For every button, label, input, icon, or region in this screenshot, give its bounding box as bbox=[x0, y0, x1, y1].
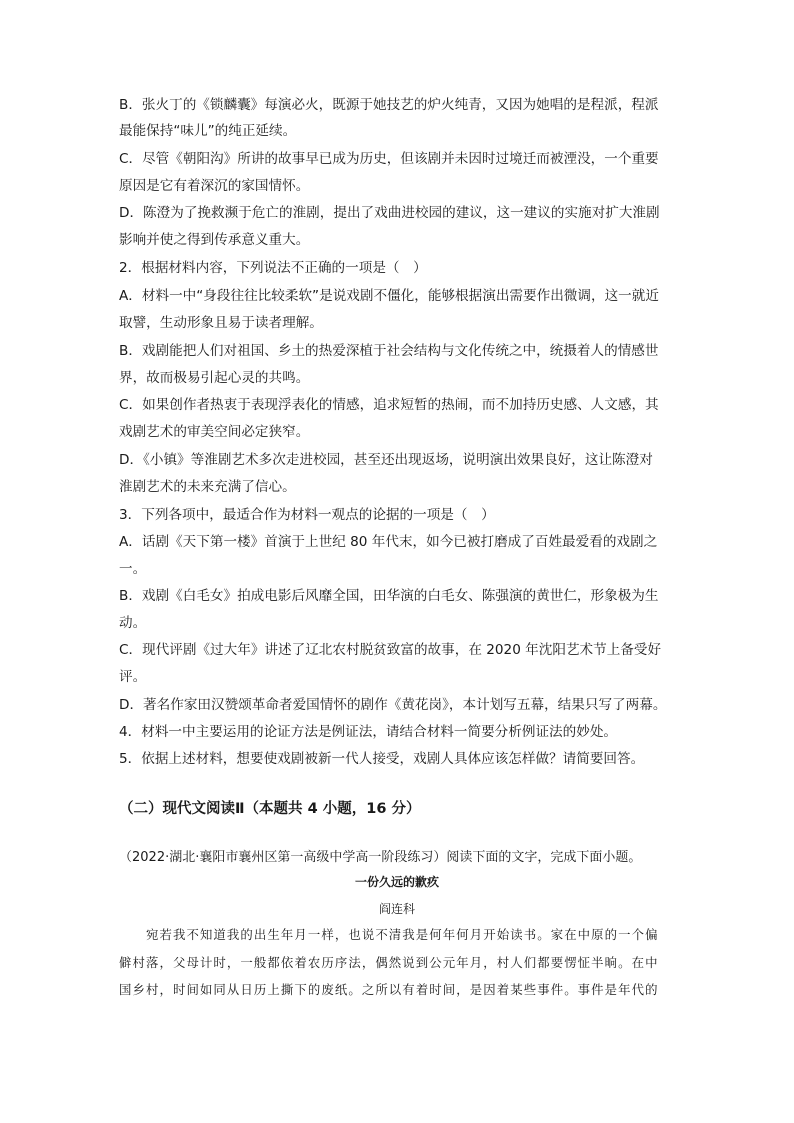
q2-option-b-line1: B．戏剧能把人们对祖国、乡土的热爱深植于社会结构与文化传统之中，统摄着人的情感世 bbox=[119, 343, 659, 359]
q2-stem: 2．根据材料内容，下列说法不正确的一项是（ ） bbox=[119, 260, 427, 276]
q1-option-d-line2: 影响并使之得到传承意义重大。 bbox=[119, 232, 310, 248]
q2-option-b-line2: 界，故而极易引起心灵的共鸣。 bbox=[119, 370, 310, 386]
q4-stem: 4．材料一中主要运用的论证方法是例证法，请结合材料一简要分析例证法的妙处。 bbox=[119, 724, 618, 740]
q5-stem: 5．依据上述材料，想要使戏剧被新一代人接受，戏剧人具体应该怎样做？请简要回答。 bbox=[119, 751, 645, 767]
q3-option-b-line1: B．戏剧《白毛女》拍成电影后风靡全国，田华演的白毛女、陈强演的黄世仁，形象极为生 bbox=[119, 588, 659, 604]
q2-option-d-line2: 淮剧艺术的未来充满了信心。 bbox=[119, 479, 296, 495]
q1-option-c-line2: 原因是它有着深沉的家国情怀。 bbox=[119, 178, 310, 194]
q1-option-d-line1: D．陈澄为了挽救濒于危亡的淮剧，提出了戏曲进校园的建议，这一建议的实施对扩大淮剧 bbox=[119, 205, 660, 221]
q3-option-d: D．著名作家田汉赞颂革命者爱国情怀的剧作《黄花岗》，本计划写五幕，结果只写了两幕。 bbox=[119, 697, 667, 713]
q1-option-c-line1: C．尽管《朝阳沟》所讲的故事早已成为历史，但该剧并未因时过境迁而被湮没，一个重要 bbox=[119, 151, 659, 167]
passage-source: （2022·湖北·襄阳市襄州区第一高级中学高一阶段练习）阅读下面的文字，完成下面小题。 bbox=[119, 850, 642, 865]
q3-option-a-line2: 一。 bbox=[119, 561, 147, 577]
q1-option-b-line1: B．张火丁的《锁麟囊》每演必火，既源于她技艺的炉火纯青，又因为她唱的是程派，程派 bbox=[119, 97, 659, 113]
article-title: 一份久远的歉疚 bbox=[354, 875, 439, 889]
q1-option-b-line2: 最能保持“味儿”的纯正延续。 bbox=[119, 123, 297, 139]
section-heading: （二）现代文阅读Ⅱ（本题共 4 小题，16 分） bbox=[119, 801, 421, 817]
q2-option-a-line2: 取譬，生动形象且易于读者理解。 bbox=[119, 315, 323, 331]
article-body-line2: 僻村落，父母计时，一般都依着农历序法，偶然说到公元年月，村人们都要愣怔半晌。在中 bbox=[119, 955, 659, 970]
q3-stem: 3．下列各项中，最适合作为材料一观点的论据的一项是（ ） bbox=[119, 507, 495, 523]
q3-option-b-line2: 动。 bbox=[119, 615, 147, 631]
q2-option-d-line1: D．《小镇》等淮剧艺术多次走进校园，甚至还出现返场，说明演出效果良好，这让陈澄对 bbox=[119, 452, 653, 468]
article-body-line3: 国乡村，时间如同从日历上撕下的废纸。之所以有着时间，是因着某些事件。事件是年代的 bbox=[119, 982, 659, 997]
q2-option-c-line2: 戏剧艺术的审美空间必定狭窄。 bbox=[119, 424, 310, 440]
article-body-line1: 宛若我不知道我的出生年月一样，也说不清我是何年何月开始读书。家在中原的一个偏 bbox=[119, 927, 659, 942]
q2-option-c-line1: C．如果创作者热衷于表现浮表化的情感，追求短暂的热闹，而不加持历史感、人文感，其 bbox=[119, 397, 659, 413]
q2-option-a-line1: A．材料一中“身段往往比较柔软”是说戏剧不僵化，能够根据演出需要作出微调，这一就近 bbox=[119, 288, 659, 304]
q3-option-c-line1: C．现代评剧《过大年》讲述了辽北农村脱贫致富的故事，在 2020 年沈阳艺术节上备受好 bbox=[119, 642, 662, 658]
q3-option-a-line1: A．话剧《天下第一楼》首演于上世纪 80 年代末，如今已被打磨成了百姓最爱看的戏剧之 bbox=[119, 534, 658, 550]
q3-option-c-line2: 评。 bbox=[119, 669, 147, 685]
article-author: 阎连科 bbox=[378, 902, 415, 916]
